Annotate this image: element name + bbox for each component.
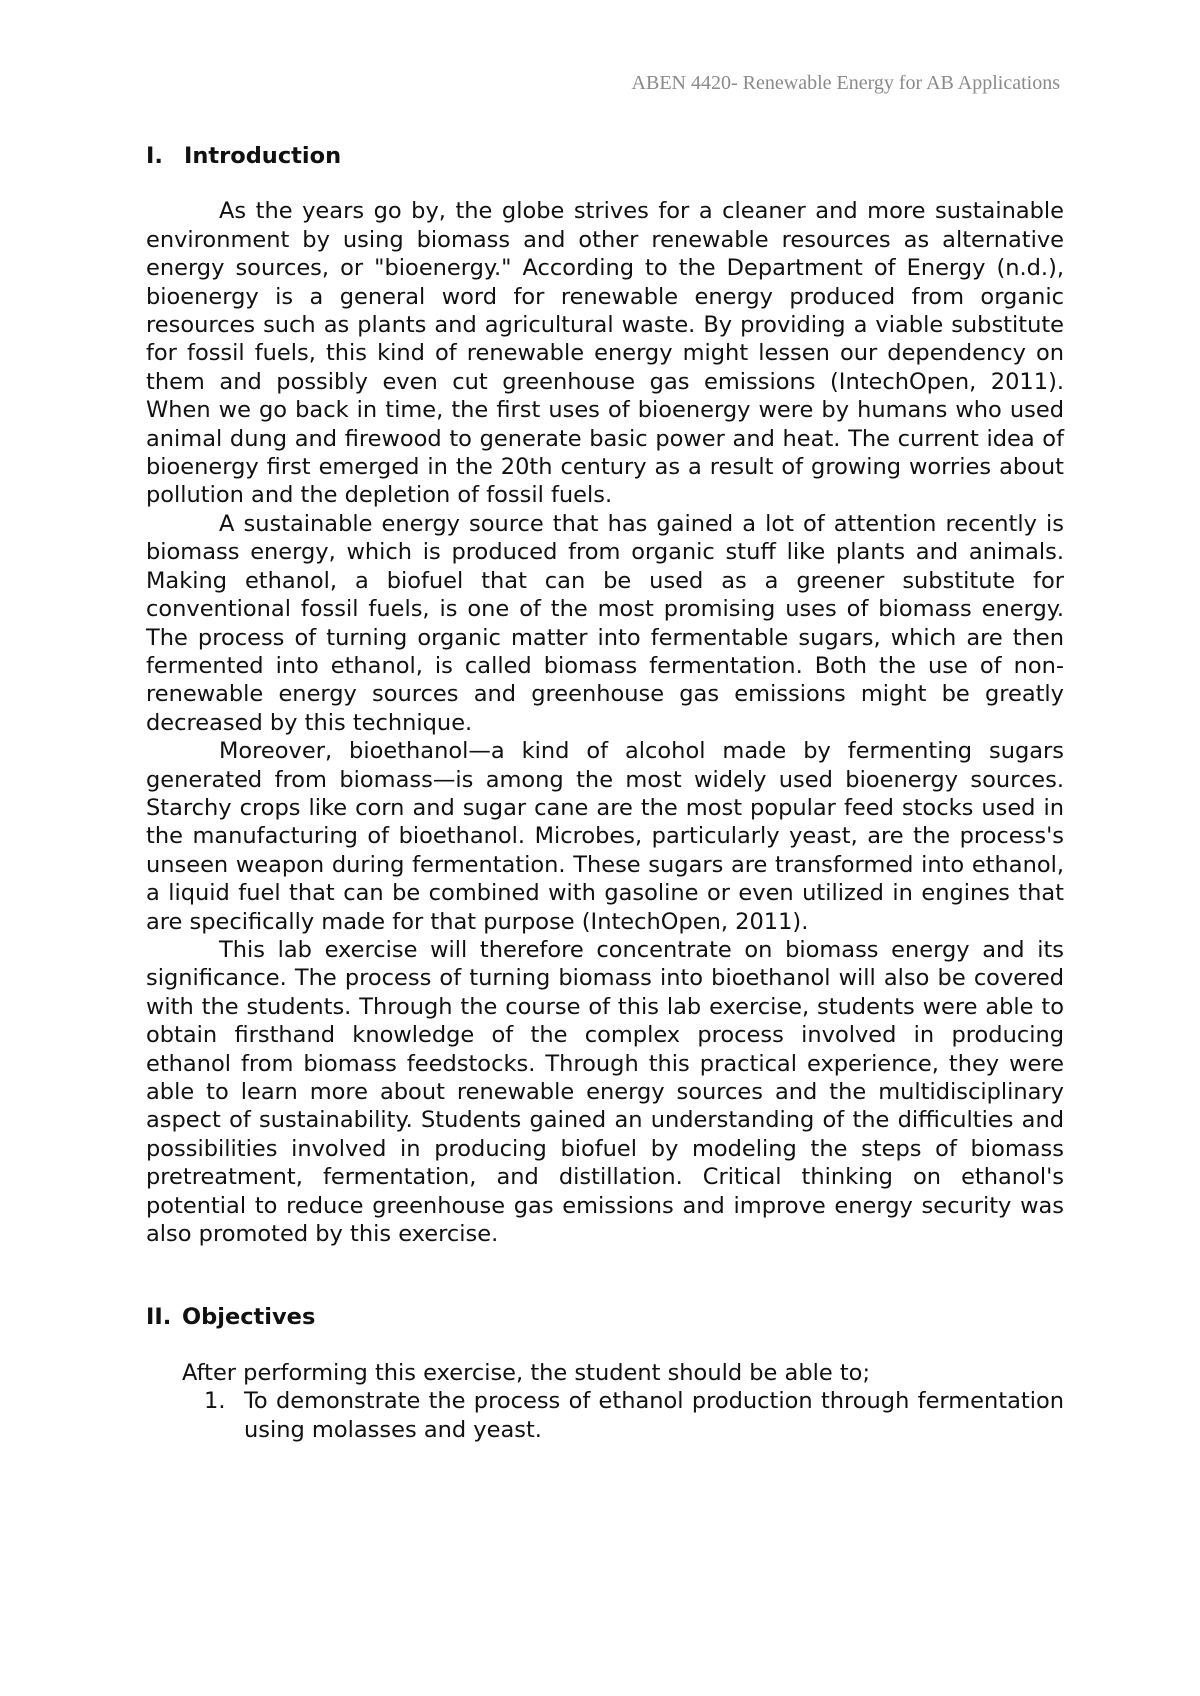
- document-body: [146, 142, 1064, 1444]
- running-header: ABEN 4420- Renewable Energy for AB Applications: [631, 72, 1060, 94]
- intro-paragraph-1: As the years go by, the globe strives for a cleaner and more sustainable environment by using biomass and other renewable resources as alternative energy sources, or "bioenergy." According to the Department of Energy (n.d.), bioenergy is a general word for renewable energy produced from organic resources such as plants and agricultural waste. By providing a viable substitute for fossil fuels, this kind of renewable energy might lessen our dependency on them and possibly even cut greenhouse gas emissions (IntechOpen, 2011). When we go back in time, the first uses of bioenergy were by humans who used animal dung and firewood to generate basic power and heat. The current idea of bioenergy first emerged in the 20th century as a result of growing worries about pollution and the depletion of fossil fuels.: [146, 198, 1064, 509]
- intro-paragraph-4: This lab exercise will therefore concentrate on biomass energy and its significance. The process of turning biomass into bioethanol will also be covered with the students. Through the course of this lab exercise, students were able to obtain firsthand knowledge of the complex process involved in producing ethanol from biomass feedstocks. Through this practical experience, they were able to learn more about renewable energy sources and the multidisciplinary aspect of sustainability. Students gained an understanding of the difficulties and possibilities involved in producing biofuel by modeling the steps of biomass pretreatment, fermentation, and distillation. Critical thinking on ethanol's potential to reduce greenhouse gas emissions and improve energy security was also promoted by this exercise.: [146, 936, 1064, 1248]
- section-title: Introduction: [184, 143, 342, 169]
- intro-paragraph-2: A sustainable energy source that has gained a lot of attention recently is biomass energy, which is produced from organic stuff like plants and animals. Making ethanol, a biofuel that can be used as a greener substitute for conventional fossil fuels, is one of the most promising uses of biomass energy. The process of turning organic matter into fermentable sugars, which are then fermented into ethanol, is called biomass fermentation. Both the use of non-renewable energy sources and greenhouse gas emissions might be greatly decreased by this technique.: [146, 510, 1064, 736]
- intro-paragraph-3: Moreover, bioethanol—a kind of alcohol made by fermenting sugars generated from biomass—is among the most widely used bioenergy sources. Starchy crops like corn and sugar cane are the most popular feed stocks used in the manufacturing of bioethanol. Microbes, particularly yeast, are the process's unseen weapon during fermentation. These sugars are transformed into ethanol, a liquid fuel that can be combined with gasoline or even utilized in engines that are specifically made for that purpose (IntechOpen, 2011).: [146, 738, 1064, 935]
- section-number: I.: [146, 143, 163, 169]
- objectives-list: [146, 1387, 1064, 1444]
- section-title: Objectives: [182, 1304, 316, 1331]
- list-item-text: To demonstrate the process of ethanol production through fermentation using molasses and yeast.: [244, 1388, 1064, 1443]
- section-heading-introduction: [146, 142, 1064, 170]
- section-heading-objectives: [146, 1303, 1064, 1331]
- list-item-number: 1.: [204, 1388, 226, 1415]
- list-item: [204, 1387, 1064, 1444]
- objectives-lead: After performing this exercise, the student should be able to;: [182, 1359, 871, 1386]
- section-number: II.: [146, 1304, 172, 1331]
